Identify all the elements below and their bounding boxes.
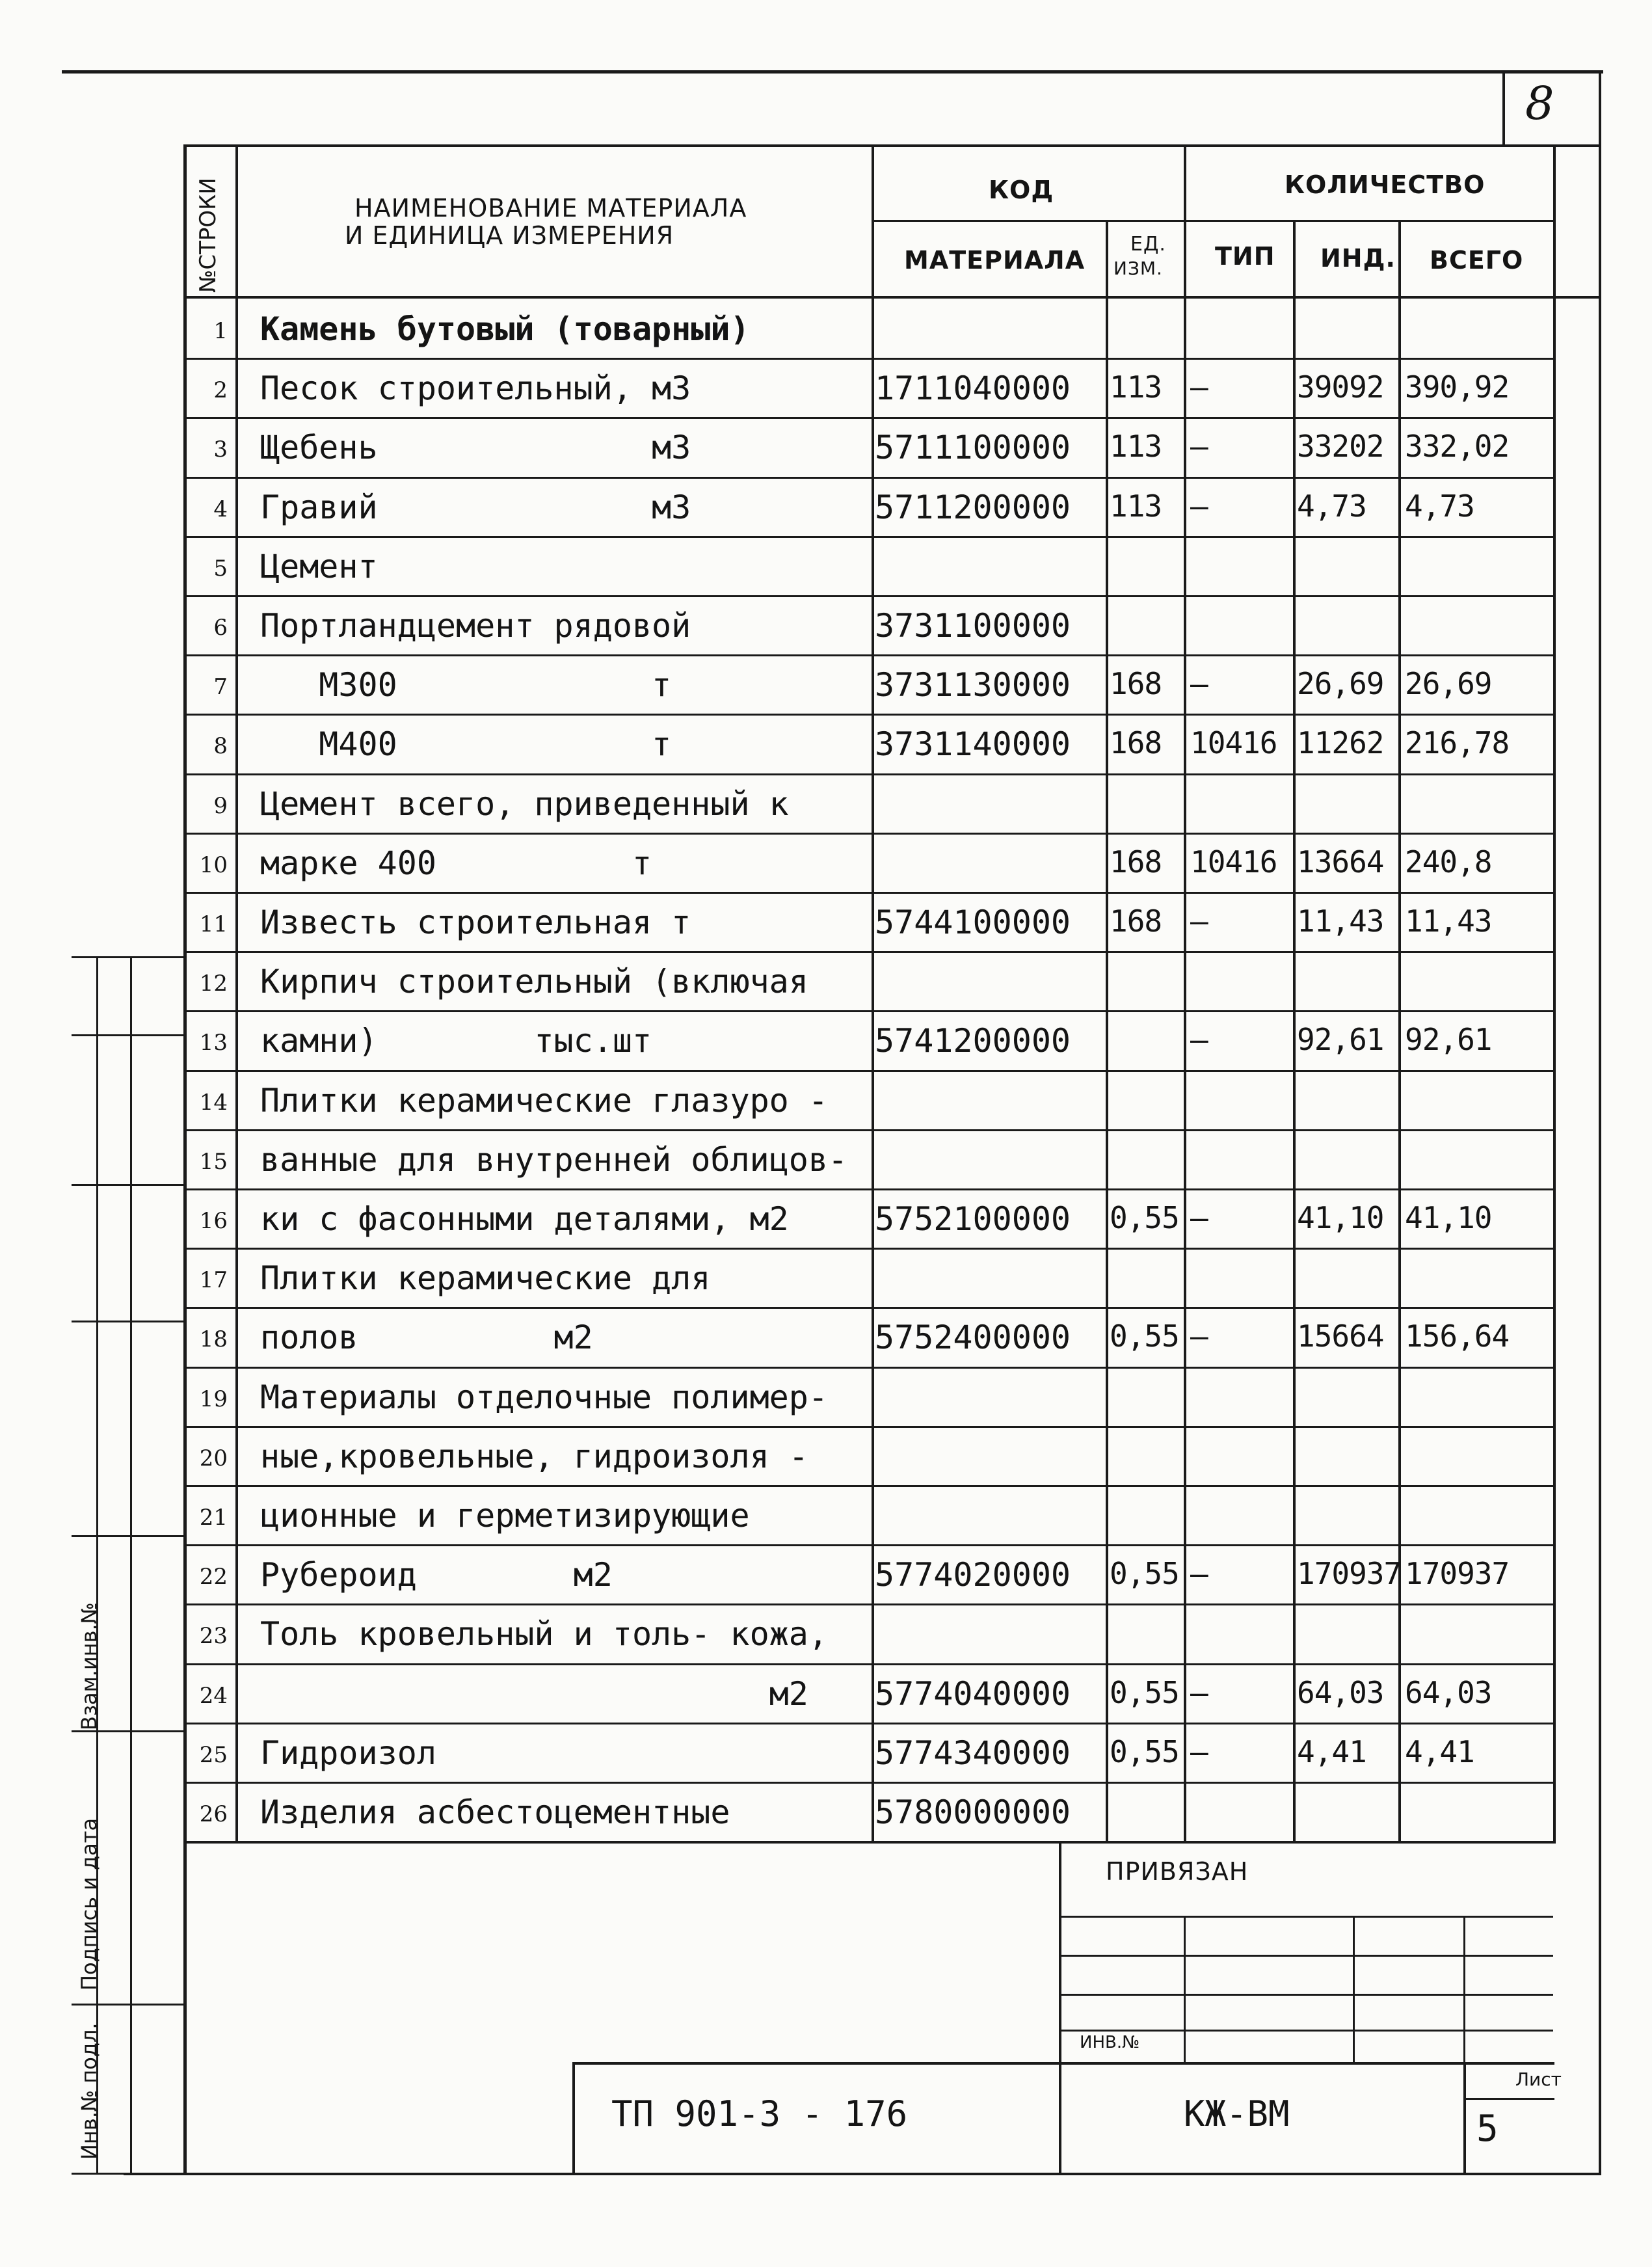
cell-type: – (1190, 666, 1208, 702)
cell-unit: 168 (1110, 666, 1162, 702)
cell-ind: 13664 (1297, 844, 1384, 879)
cell-type: – (1190, 1319, 1208, 1354)
cell-name: Плитки керамические для (260, 1259, 711, 1298)
cell-ind: 41,10 (1297, 1200, 1384, 1235)
cell-code: 5774340000 (875, 1734, 1071, 1772)
cell-unit: 0,55 (1110, 1734, 1179, 1769)
cell-unit: 0,55 (1110, 1556, 1179, 1592)
cell-type: – (1190, 904, 1208, 939)
cell-total: 92,61 (1405, 1022, 1492, 1058)
cell-unit: 0,55 (1110, 1200, 1179, 1235)
cell-unit: 113 (1110, 369, 1162, 405)
cell-name: Щебень м3 (260, 429, 691, 467)
cell-n: 2 (213, 377, 228, 404)
cell-ind: 39092 (1297, 369, 1384, 405)
cell-code: 5752400000 (875, 1319, 1071, 1357)
cell-name: ные,кровельные, гидроизоля - (260, 1437, 808, 1475)
attached-label: ПРИВЯЗАН (1106, 1857, 1249, 1886)
replaced-inventory-label: Взам.инв.№ (77, 1602, 101, 1730)
cell-ind: 64,03 (1297, 1674, 1384, 1710)
original-inventory-label: Инв.№ подл. (77, 2022, 101, 2160)
cell-type: – (1190, 1022, 1208, 1058)
cell-ind: 26,69 (1297, 666, 1384, 702)
document-number: ТП 901-3 - 176 (611, 2093, 908, 2134)
cell-type: 10416 (1190, 844, 1277, 879)
cell-total: 390,92 (1405, 369, 1510, 405)
cell-code: 5780000000 (875, 1793, 1071, 1831)
cell-name: ванные для внутренней облицов- (260, 1140, 848, 1179)
cell-type: – (1190, 488, 1208, 524)
cell-total: 4,41 (1405, 1734, 1474, 1769)
cell-total: 11,43 (1405, 904, 1492, 939)
cell-name: Рубероид м2 (260, 1556, 613, 1594)
cell-n: 5 (213, 555, 228, 582)
cell-name: Песок строительный, м3 (260, 369, 691, 408)
cell-n: 11 (199, 911, 228, 937)
cell-n: 26 (199, 1801, 228, 1827)
name-header-line1: НАИМЕНОВАНИЕ МАТЕРИАЛА (354, 194, 747, 222)
cell-name: полов м2 (260, 1319, 593, 1357)
cell-total: 216,78 (1405, 725, 1510, 761)
cell-total: 332,02 (1405, 429, 1510, 464)
cell-n: 22 (199, 1564, 228, 1590)
cell-name: ционные и герметизирующие (260, 1497, 750, 1535)
cell-type: – (1190, 1200, 1208, 1235)
cell-total: 26,69 (1405, 666, 1492, 702)
cell-n: 3 (213, 436, 228, 463)
cell-type: – (1190, 1556, 1208, 1592)
cell-n: 15 (199, 1148, 228, 1175)
type-header: ТИП (1215, 242, 1275, 271)
cell-unit: 168 (1110, 904, 1162, 939)
cell-name: м2 (260, 1674, 808, 1713)
cell-total: 64,03 (1405, 1674, 1492, 1710)
cell-total: 4,73 (1405, 488, 1474, 524)
row-number-header: №СТРОКИ (195, 178, 221, 293)
cell-ind: 170937 (1297, 1556, 1402, 1592)
cell-type: – (1190, 1674, 1208, 1710)
cell-name: М300 т (260, 666, 672, 704)
cell-name: ки с фасонными деталями, м2 (260, 1200, 789, 1238)
document-code: КЖ-ВМ (1184, 2093, 1290, 2134)
code-header: КОД (989, 176, 1054, 204)
cell-n: 17 (199, 1267, 228, 1294)
cell-code: 5774040000 (875, 1674, 1071, 1713)
cell-total: 170937 (1405, 1556, 1510, 1592)
cell-unit: 0,55 (1110, 1674, 1179, 1710)
quantity-header: КОЛИЧЕСТВО (1285, 170, 1485, 199)
cell-code: 3731100000 (875, 607, 1071, 645)
cell-code: 5774020000 (875, 1556, 1071, 1594)
cell-type: 10416 (1190, 725, 1277, 761)
cell-total: 41,10 (1405, 1200, 1492, 1235)
cell-code: 5711100000 (875, 429, 1071, 467)
cell-ind: 33202 (1297, 429, 1384, 464)
cell-unit: 168 (1110, 844, 1162, 879)
cell-n: 25 (199, 1741, 228, 1768)
ind-header: ИНД. (1320, 244, 1396, 273)
cell-n: 20 (199, 1445, 228, 1471)
cell-n: 19 (199, 1386, 228, 1412)
cell-unit: 168 (1110, 725, 1162, 761)
cell-name: Гравий м3 (260, 488, 691, 526)
cell-code: 3731140000 (875, 725, 1071, 764)
cell-name: Плитки керамические глазуро - (260, 1081, 828, 1120)
cell-name: М400 т (260, 725, 672, 764)
cell-name: марке 400 т (260, 844, 652, 882)
cell-ind: 4,41 (1297, 1734, 1366, 1769)
cell-ind: 15664 (1297, 1319, 1384, 1354)
cell-name: Камень бутовый (товарный) (260, 310, 750, 348)
cell-type: – (1190, 369, 1208, 405)
cell-code: 1711040000 (875, 369, 1071, 408)
name-header-line2: И ЕДИНИЦА ИЗМЕРЕНИЯ (345, 221, 674, 250)
cell-n: 7 (213, 674, 228, 701)
unit-header-line2: ИЗМ. (1113, 258, 1163, 279)
cell-code: 5741200000 (875, 1022, 1071, 1060)
cell-name: Кирпич строительный (включая (260, 963, 808, 1001)
cell-n: 1 (213, 318, 228, 344)
cell-n: 12 (199, 971, 228, 997)
inv-label: ИНВ.№ (1080, 2033, 1140, 2052)
cell-name: Толь кровельный и толь- кожа, (260, 1615, 828, 1654)
cell-ind: 4,73 (1297, 488, 1366, 524)
cell-ind: 11262 (1297, 725, 1384, 761)
unit-header-line1: ЕД. (1130, 233, 1166, 256)
cell-name: Изделия асбестоцементные (260, 1793, 730, 1831)
cell-n: 6 (213, 615, 228, 641)
cell-name: Цемент всего, приведенный к (260, 785, 789, 823)
cell-unit: 0,55 (1110, 1319, 1179, 1354)
cell-code: 3731130000 (875, 666, 1071, 704)
cell-total: 240,8 (1405, 844, 1492, 879)
sheet-mark: 8 (1525, 77, 1554, 130)
cell-ind: 92,61 (1297, 1022, 1384, 1058)
cell-total: 156,64 (1405, 1319, 1510, 1354)
cell-n: 18 (199, 1326, 228, 1353)
cell-unit: 113 (1110, 488, 1162, 524)
cell-n: 13 (199, 1030, 228, 1056)
cell-code: 5744100000 (875, 904, 1071, 941)
cell-n: 8 (213, 733, 228, 760)
sheet-label: Лист (1515, 2069, 1562, 2090)
cell-ind: 11,43 (1297, 904, 1384, 939)
cell-n: 16 (199, 1208, 228, 1234)
cell-code: 5711200000 (875, 488, 1071, 526)
cell-name: камни) тыс.шт (260, 1022, 652, 1060)
cell-n: 10 (199, 852, 228, 878)
cell-n: 9 (213, 792, 228, 819)
cell-type: – (1190, 1734, 1208, 1769)
signature-date-label: Подпись и дата (77, 1818, 101, 1991)
cell-name: Известь строительная т (260, 904, 691, 941)
cell-n: 21 (199, 1505, 228, 1531)
cell-n: 23 (199, 1623, 228, 1650)
cell-name: Гидроизол (260, 1734, 436, 1772)
material-header: МАТЕРИАЛА (904, 246, 1086, 275)
cell-type: – (1190, 429, 1208, 464)
cell-name: Портландцемент рядовой (260, 607, 691, 645)
cell-n: 24 (199, 1682, 228, 1709)
sheet-number: 5 (1476, 2108, 1499, 2150)
cell-unit: 113 (1110, 429, 1162, 464)
cell-code: 5752100000 (875, 1200, 1071, 1238)
total-header: ВСЕГО (1430, 246, 1524, 275)
cell-name: Цемент (260, 547, 378, 585)
cell-n: 4 (213, 496, 228, 522)
cell-n: 14 (199, 1089, 228, 1116)
cell-name: Материалы отделочные полимер- (260, 1378, 828, 1416)
